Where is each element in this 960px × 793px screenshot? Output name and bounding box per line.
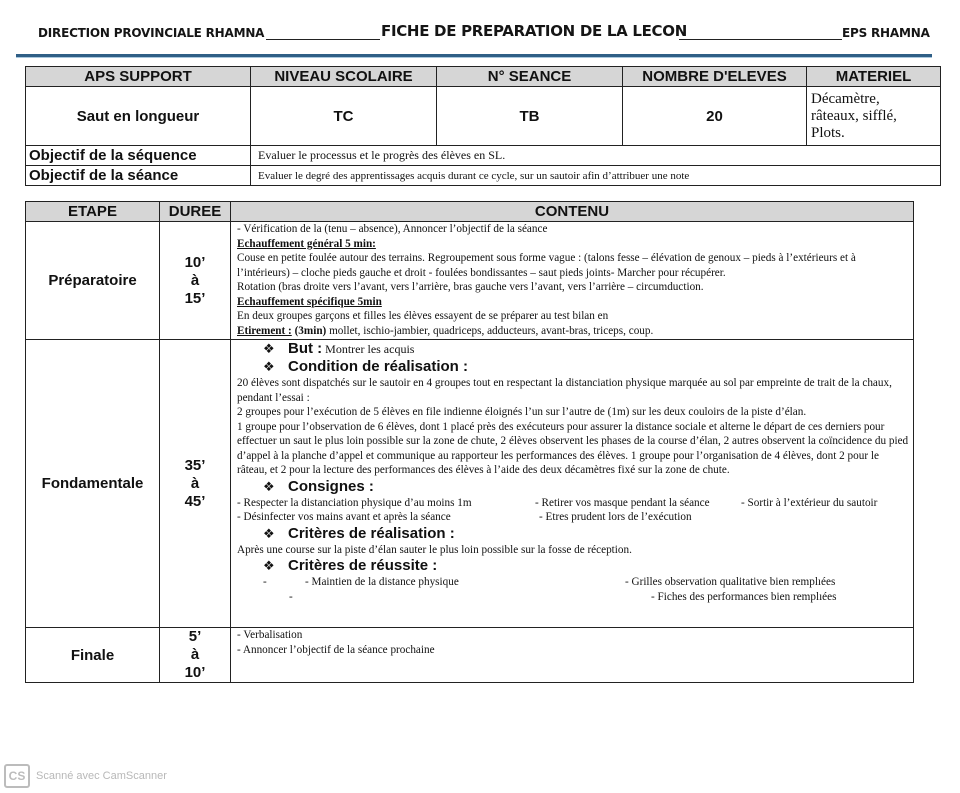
objectif-sequence-label: Objectif de la séquence [26, 146, 251, 166]
camscanner-logo-icon: CS [4, 764, 30, 788]
content-line: 1 groupe pour l’observation de 6 élèves, dont 1 placé près des exécuteurs pour assurer la distance sociale et alterne le départ de ces derniers pour effectuer un saut le plus loin possible sur la zone de chute, 2 élèves observent les phases de la course d’élan, 2 autres observent la coïncidence du pied d’appel à la planche d’appel et communique au rapporteur les performances des élèves. 1 groupe pour l’organisation de 4 élèves, dont 2 pour le râteau, et 2 pour la lecture des performances des élèves à l’aide des deux décamètres fixé sur la zone de chute. [237, 420, 909, 476]
diamond-bullet-icon: ❖ [263, 559, 275, 574]
duree-fondamentale [160, 340, 231, 628]
info-table [25, 66, 941, 186]
duree-sep: à [190, 271, 200, 289]
bullet-label: But : [288, 340, 323, 357]
reussite-item: - [289, 590, 293, 603]
header-rule [16, 54, 932, 57]
objectif-seance-row [26, 166, 941, 186]
objectif-sequence-value: Evaluer le processus et le progrès des élèves en SL. [251, 146, 941, 166]
camscanner-watermark [4, 764, 167, 788]
materiel-line: râteaux, sifflé, [811, 107, 897, 124]
duree-end: 45’ [184, 492, 206, 510]
row-finale [26, 628, 914, 683]
info-header-row [26, 67, 941, 87]
content-line: Rotation (bras droite vers l’avant, vers l’arrière, bras gauche vers l’avant, vers l’arrière – circumduction. [237, 281, 704, 293]
duree-start: 5’ [188, 628, 202, 645]
lesson-header-row [26, 202, 914, 222]
diamond-bullet-icon: ❖ [263, 479, 275, 495]
consignes-row [237, 496, 909, 511]
nombre-eleves-value: 20 [623, 87, 807, 146]
consigne-item: - Désinfecter vos mains avant et après la séance [237, 511, 451, 523]
diamond-bullet-icon: ❖ [263, 360, 275, 375]
section-heading: Etirement : [237, 324, 292, 337]
header-eps: EPS RHAMNA [842, 26, 930, 40]
duree-start: 10’ [184, 253, 206, 271]
consigne-item: - Sortir à l’extérieur du sautoir [741, 496, 878, 509]
info-values-row [26, 87, 941, 146]
content-line: - Verbalisation [237, 629, 303, 641]
reussite-item: - Maintien de la distance physique [305, 576, 459, 588]
content-line: En deux groupes garçons et filles les élèves essayent de se préparer au test bilan en [237, 310, 609, 322]
col-etape: ETAPE [26, 202, 160, 222]
document-header [0, 22, 960, 46]
etape-fondamentale: Fondamentale [26, 340, 160, 628]
reussite-item: - Fiches des performances bien remplıées [651, 590, 837, 603]
col-contenu: CONTENU [231, 202, 914, 222]
duree-preparatoire [160, 222, 231, 340]
bullet-value: Montrer les acquis [322, 342, 415, 356]
consigne-item: - Etres prudent lors de l’exécution [539, 511, 692, 523]
watermark-text: Scanné avec CamScanner [36, 770, 167, 782]
bullet-criteres-realisation [237, 525, 909, 543]
col-materiel: MATERIEL [807, 67, 941, 87]
lesson-table [25, 201, 914, 683]
header-title: FICHE DE PREPARATION DE LA LECON [381, 22, 687, 40]
section-heading: Echauffement spécifique 5min [237, 295, 382, 308]
col-duree: DUREE [160, 202, 231, 222]
reussite-row [237, 590, 909, 605]
duree-sep: à [190, 646, 200, 663]
bullet-criteres-reussite [237, 557, 909, 575]
section-heading: Echauffement général 5 min: [237, 237, 376, 250]
content-text: mollet, ischio-jambier, quadriceps, adducteurs, avant-bras, triceps, coup. [326, 324, 654, 337]
contenu-fondamentale [231, 340, 914, 628]
content-line: - Annoncer l’objectif de la séance prochaine [237, 643, 435, 656]
col-aps-support: APS SUPPORT [26, 67, 251, 87]
duree-sep: à [190, 474, 200, 492]
objectif-sequence-row [26, 146, 941, 166]
diamond-bullet-icon: ❖ [263, 526, 275, 542]
contenu-finale [231, 628, 914, 683]
col-nombre-eleves: NOMBRE D'ELEVES [623, 67, 807, 87]
content-line: 20 élèves sont dispatchés sur le sautoir en 4 groupes tout en respectant la distanciation physique marquée au sol par empreinte de trait de la chaux, pendant l’essai : [237, 377, 892, 404]
duration-text: (3min) [291, 324, 327, 337]
duree-finale [160, 628, 231, 683]
bullet-but [237, 340, 909, 358]
seance-value: TB [437, 87, 623, 146]
aps-support-value: Saut en longueur [26, 87, 251, 146]
col-seance: N° SEANCE [437, 67, 623, 87]
duree-start: 35’ [184, 456, 206, 474]
bullet-consignes [237, 478, 909, 496]
col-niveau-scolaire: NIVEAU SCOLAIRE [251, 67, 437, 87]
objectif-seance-value: Evaluer le degré des apprentissages acquis durant ce cycle, sur un sautoir afin d’attribuer une note [251, 166, 941, 186]
consigne-item: - Retirer vos masque pendant la séance [535, 496, 710, 509]
bullet-label: Condition de réalisation : [288, 358, 469, 375]
etape-preparatoire: Préparatoire [26, 222, 160, 340]
reussite-row [237, 575, 909, 590]
row-fondamentale [26, 340, 914, 628]
reussite-item: - Grilles observation qualitative bien remplıées [625, 576, 836, 588]
consigne-item: - Respecter la distanciation physique d’au moins 1m [237, 496, 472, 509]
niveau-scolaire-value: TC [251, 87, 437, 146]
header-direction: DIRECTION PROVINCIALE RHAMNA [38, 26, 265, 40]
materiel-value [807, 87, 941, 146]
content-line: Après une course sur la piste d’élan sauter le plus loin possible sur la fosse de réception. [237, 543, 632, 556]
bullet-condition [237, 358, 909, 376]
reussite-item: - [263, 576, 267, 588]
content-line: Couse en petite foulée autour des terrains. Regroupement sous forme vague : (talons fesse – élévation de genoux – pieds à l’extérieurs et à l’intérieurs) – cloche pieds gauche et droit - foulées bondissantes – saut pieds joints- Marcher pour récupérer. [237, 252, 856, 279]
bullet-label: Consignes : [288, 477, 374, 495]
bullet-label: Critères de réussite : [288, 557, 438, 574]
materiel-line: Plots. [811, 124, 845, 141]
objectif-seance-label: Objectif de la séance [26, 166, 251, 186]
content-line [237, 324, 909, 339]
contenu-preparatoire [231, 222, 914, 340]
bullet-label: Critères de réalisation : [288, 524, 455, 542]
content-line: 2 groupes pour l’exécution de 5 élèves en file indienne éloignés l’un sur l’autre de (1m) sur les deux couloirs de la piste d’élan. [237, 406, 807, 418]
etape-finale: Finale [26, 628, 160, 683]
materiel-line: Décamètre, [811, 90, 880, 107]
header-underline [679, 39, 842, 40]
diamond-bullet-icon: ❖ [263, 342, 275, 357]
header-underline [266, 39, 380, 40]
content-line: - Vérification de la (tenu – absence), Annoncer l’objectif de la séance [237, 223, 548, 235]
duree-end: 15’ [184, 289, 206, 307]
consignes-row [237, 510, 909, 525]
row-preparatoire [26, 222, 914, 340]
duree-end: 10’ [184, 664, 206, 681]
reussite-item [339, 590, 651, 605]
